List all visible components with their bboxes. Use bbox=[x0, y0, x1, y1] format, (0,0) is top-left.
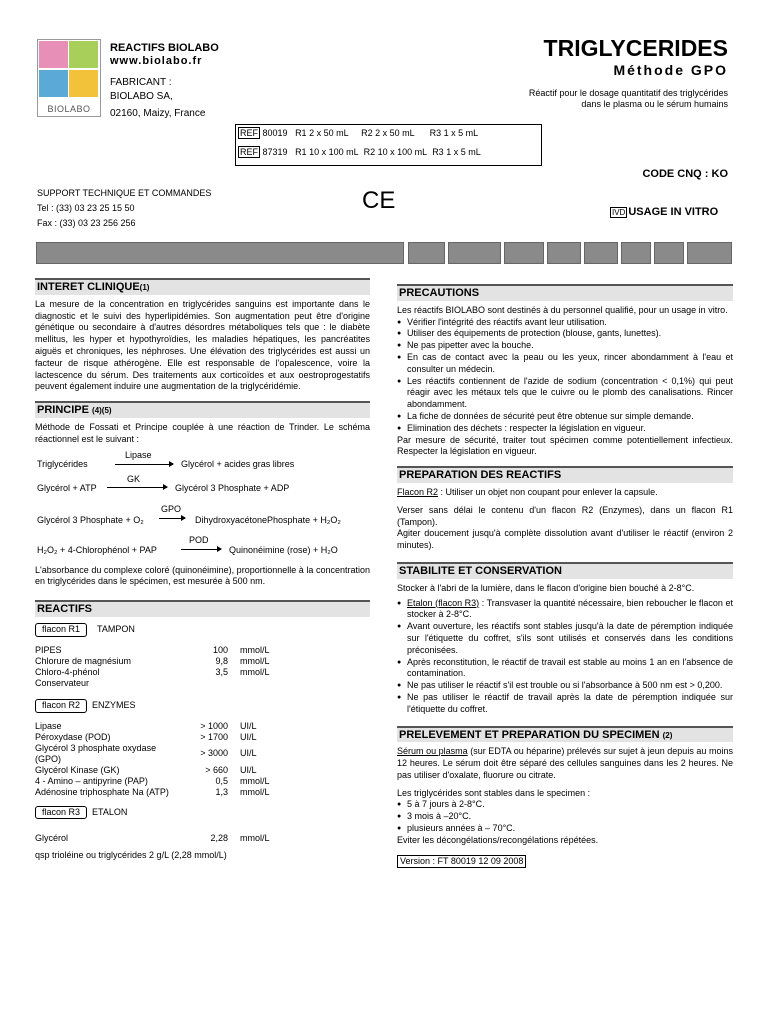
interet-title: INTERET CLINIQUE bbox=[37, 281, 140, 293]
reaction-1-left: Triglycérides bbox=[37, 458, 88, 469]
reaction-4-right: Quinonéimine (rose) + H₂O bbox=[229, 544, 338, 555]
reaction-3-left: Glycérol 3 Phosphate + O₂ bbox=[37, 514, 144, 525]
item-unit: mmol/L bbox=[240, 655, 270, 666]
left-column bbox=[35, 278, 370, 862]
support-block bbox=[37, 186, 211, 231]
ref-label: REF bbox=[240, 147, 258, 157]
intro-line-1: Réactif pour le dosage quantitatif des triglycérides bbox=[528, 88, 728, 98]
prelevement-p1-text: (sur EDTA ou héparine) prélevés sur sujet à jeun depuis au moins 12 heures. Le sérum doit être séparé des cellules sanguines dans les 2 heures. Ne pas utiliser d'oxalate, fluorure ou citrate. bbox=[397, 746, 733, 780]
reaction-1-right: Glycérol + acides gras libres bbox=[181, 458, 295, 469]
version-label: Version : FT 80019 12 09 2008 bbox=[397, 855, 526, 869]
flacon-r3-label: flacon R3 bbox=[35, 806, 87, 820]
reference-row bbox=[238, 147, 481, 157]
biolabo-logo bbox=[37, 39, 101, 117]
prelevement-title: PRELEVEMENT ET PREPARATION DU SPECIMEN bbox=[399, 728, 660, 741]
prelevement-ref: (2) bbox=[662, 730, 673, 740]
list-item: ● Elimination des déchets : respecter la législation en vigueur. bbox=[407, 423, 733, 435]
stabilite-title: STABILITE ET CONSERVATION bbox=[399, 564, 562, 577]
item-value: > 1000 bbox=[200, 720, 228, 731]
item-name: Chloro-4-phénol bbox=[35, 666, 100, 677]
item-name: Glycérol 3 phosphate oxydase (GPO) bbox=[35, 742, 157, 764]
flacon-r1-heading bbox=[35, 623, 370, 637]
principe-ref: (4)(5) bbox=[92, 406, 112, 416]
prelevement-p2: Les triglycérides sont stables dans le specimen : bbox=[397, 787, 591, 798]
flacon-r2-label: flacon R2 bbox=[35, 699, 87, 713]
ivd-box-icon: IVD bbox=[612, 208, 626, 217]
prelevement-p1-label: Sérum ou plasma bbox=[397, 746, 468, 757]
table-row bbox=[35, 765, 295, 776]
grey-bar-segment bbox=[654, 242, 684, 264]
ref-number: 80019 bbox=[262, 128, 288, 138]
precautions-intro: Les réactifs BIOLABO sont destinés à du personnel qualifié, pour un usage in vitro. bbox=[397, 304, 728, 315]
grey-bar-segment bbox=[547, 242, 581, 264]
intro-line-2: dans le plasma ou le sérum humains bbox=[581, 99, 728, 109]
grey-bar-segment bbox=[687, 242, 732, 264]
r3-composition-table bbox=[35, 833, 295, 844]
list-item: ● Ne pas utiliser le réactif s'il est trouble ou si l'absorbance à 500 nm est > 0,200. bbox=[407, 680, 733, 692]
list-item: ● Ne pas utiliser le réactif de travail après la date de péremption indiquée sur l'étiquette du coffret. bbox=[407, 692, 733, 716]
brand-name: REACTIFS BIOLABO bbox=[110, 42, 219, 54]
item-unit: UI/L bbox=[240, 748, 257, 759]
reference-table bbox=[235, 124, 542, 166]
item-name: 4 - Amino – antipyrine (PAP) bbox=[35, 775, 148, 786]
r1-composition-table bbox=[35, 645, 295, 689]
item-value: 2,28 bbox=[210, 833, 228, 844]
table-row bbox=[35, 776, 295, 787]
table-row bbox=[35, 645, 295, 656]
item-name: Adénosine triphosphate Na (ATP) bbox=[35, 786, 169, 797]
item-unit: UI/L bbox=[240, 764, 257, 775]
preparation-p3: Agiter doucement jusqu'à complète dissolution avant d'utiliser le réactif (environ 2 minutes). bbox=[397, 528, 733, 551]
item-value: 100 bbox=[212, 644, 228, 655]
reaction-4 bbox=[35, 535, 370, 559]
list-item: ● Avant ouverture, les réactifs sont stables jusqu'à la date de péremption indiquée sur l'étiquette du coffret, s'ils sont utilisés et conservés dans les conditions préconisées. bbox=[407, 621, 733, 656]
section-header-stabilite bbox=[397, 562, 733, 579]
table-row bbox=[35, 721, 295, 732]
grey-bar-segment bbox=[621, 242, 651, 264]
document-title: TRIGLYCERIDES bbox=[543, 35, 728, 61]
reaction-arrow-icon bbox=[115, 464, 173, 465]
list-item: ● Les réactifs contiennent de l'azide de sodium (concentration < 0,1%) qui peut réagir avec les métaux tels que le cuivre ou le plomb des canalisations. Rincer abondamment. bbox=[407, 376, 733, 411]
preparation-title: PREPARATION DES REACTIFS bbox=[399, 469, 562, 482]
ref-number: 87319 bbox=[262, 147, 288, 157]
reference-row bbox=[238, 128, 478, 138]
reaction-2-right: Glycérol 3 Phosphate + ADP bbox=[175, 482, 290, 493]
list-item: ● plusieurs années à – 70°C. bbox=[407, 823, 733, 835]
item-unit: mmol/L bbox=[240, 666, 270, 677]
table-row bbox=[35, 743, 295, 765]
item-unit: mmol/L bbox=[240, 644, 270, 655]
flacon-r3-name: ETALON bbox=[92, 806, 128, 817]
ref-r2: R2 2 x 50 mL bbox=[361, 128, 415, 138]
reaction-2-enzyme: GK bbox=[127, 473, 141, 484]
list-item bbox=[407, 598, 733, 622]
reaction-3 bbox=[35, 505, 370, 529]
grey-bar-segment bbox=[448, 242, 501, 264]
ivd-text: USAGE IN VITRO bbox=[628, 206, 719, 218]
logo-yellow-square bbox=[69, 70, 98, 97]
list-item: ● En cas de contact avec la peau ou les yeux, rincer abondamment à l'eau et consulter un médecin. bbox=[407, 352, 733, 376]
prelevement-list bbox=[397, 799, 733, 834]
prelevement-p3: Eviter les décongélations/recongélations répétées. bbox=[397, 834, 599, 845]
precautions-outro: Par mesure de sécurité, traiter tout spécimen comme potentiellement infectieux. Respecter la législation en vigueur. bbox=[397, 434, 733, 457]
list-item: ● 3 mois à –20°C. bbox=[407, 811, 733, 823]
grey-bar-segment bbox=[408, 242, 445, 264]
item-value bbox=[178, 678, 240, 689]
grey-bar-segment bbox=[584, 242, 618, 264]
logo-text: BIOLABO bbox=[47, 104, 91, 114]
stabilite-intro: Stocker à l'abri de la lumière, dans le flacon d'origine bien bouché à 2-8°C. bbox=[397, 582, 695, 593]
item-name: PIPES bbox=[35, 644, 62, 655]
support-title: SUPPORT TECHNIQUE ET COMMANDES bbox=[37, 188, 212, 198]
item-value: > 1700 bbox=[200, 731, 228, 742]
preparation-p1-text: : Utiliser un objet non coupant pour enlever la capsule. bbox=[438, 486, 658, 497]
logo-pink-square bbox=[39, 41, 68, 68]
website-link[interactable]: www.biolabo.fr bbox=[110, 55, 203, 67]
reaction-arrow-icon bbox=[181, 549, 221, 550]
ref-r2: R2 10 x 100 mL bbox=[363, 147, 428, 157]
list-item: ● La fiche de données de sécurité peut être obtenue sur simple demande. bbox=[407, 411, 733, 423]
item-name: Chlorure de magnésium bbox=[35, 655, 132, 666]
section-header-precautions bbox=[397, 284, 733, 301]
item-unit bbox=[240, 678, 295, 689]
reaction-4-left: H₂O₂ + 4-Chlorophénol + PAP bbox=[37, 544, 157, 555]
grey-bar-main bbox=[36, 242, 404, 264]
manufacturer-block bbox=[110, 76, 205, 121]
table-row bbox=[35, 732, 295, 743]
prelevement-p1 bbox=[397, 746, 733, 781]
r2-composition-table bbox=[35, 721, 295, 798]
stabilite-list bbox=[397, 598, 733, 716]
section-header-reactifs bbox=[35, 600, 370, 617]
ref-r3: R3 1 x 5 mL bbox=[429, 128, 479, 138]
ce-mark-icon: CE bbox=[362, 187, 396, 214]
reactifs-title: REACTIFS bbox=[37, 603, 92, 616]
table-row bbox=[35, 833, 295, 844]
item-unit: mmol/L bbox=[240, 775, 270, 786]
item-unit: UI/L bbox=[240, 720, 257, 731]
item-name: Glycérol Kinase (GK) bbox=[35, 764, 120, 775]
principe-text: Méthode de Fossati et Principe couplée à une réaction de Trinder. Le schéma réactionnel est le suivant : bbox=[35, 421, 370, 444]
item-value: 0,5 bbox=[215, 775, 228, 786]
reaction-1 bbox=[35, 451, 370, 473]
support-tel: Tel : (33) 03 23 25 15 50 bbox=[37, 203, 135, 213]
reaction-arrow-icon bbox=[159, 518, 185, 519]
ref-r3: R3 1 x 5 mL bbox=[432, 147, 481, 157]
list-item: ● Utiliser des équipements de protection (blouse, gants, lunettes). bbox=[407, 328, 733, 340]
document-subtitle: Méthode GPO bbox=[613, 62, 728, 78]
manufacturer-city: 02160, Maizy, France bbox=[110, 108, 206, 119]
preparation-p1 bbox=[397, 487, 733, 499]
item-name: Lipase bbox=[35, 720, 62, 731]
flacon-r3-heading bbox=[35, 806, 370, 820]
grey-bar-segment bbox=[504, 242, 544, 264]
ref-r1: R1 10 x 100 mL bbox=[295, 147, 359, 157]
principe-conclusion: L'absorbance du complexe coloré (quinonéimine), proportionnelle à la concentration en triglycérides dans le spécimen, est mesurée à 500 nm. bbox=[35, 564, 370, 587]
item-unit: mmol/L bbox=[240, 786, 270, 797]
reaction-4-enzyme: POD bbox=[189, 534, 209, 545]
cnq-code: CODE CNQ : KO bbox=[642, 168, 728, 180]
item-name: Conservateur bbox=[35, 677, 90, 688]
reaction-arrow-icon bbox=[107, 487, 167, 488]
preparation-p1-label: Flacon R2 bbox=[397, 486, 439, 497]
manufacturer-label: FABRICANT : bbox=[110, 77, 172, 88]
ref-r1: R1 2 x 50 mL bbox=[295, 128, 349, 138]
principe-title: PRINCIPE bbox=[37, 404, 89, 417]
flacon-r2-heading bbox=[35, 699, 370, 713]
item-value: > 660 bbox=[205, 764, 228, 775]
interet-text: La mesure de la concentration en triglycérides sanguins est importante dans le diagnostic et le suivi des hyperlipidémies. Son augmentation peut être d'origine génétique ou secondaire à d'autres désordres métaboliques tels que : le diabète mellitus, les hyper et hypothyroïdies, les maladies hépatiques, les pancréatites aiguës et chroniques, les néphroses. Une élévation des triglycérides est aussi un facteur de risque athérogène. Elle est responsable de l'opalescence, voire la lactescence du sérum. Des traitements aux corticoïdes et aux oestroprogestatifs peuvent également induire une augmentation de la triglycéridémie. bbox=[35, 298, 370, 392]
reaction-3-right: DihydroxyacétonePhosphate + H₂O₂ bbox=[195, 514, 341, 525]
table-row bbox=[35, 787, 295, 798]
item-value: 9,8 bbox=[215, 655, 228, 666]
stabilite-item1-text: : Transvaser la quantité nécessaire, bien reboucher le flacon et stocker à 2-8°C. bbox=[407, 597, 733, 620]
support-fax: Fax : (33) 03 23 256 256 bbox=[37, 218, 136, 228]
qsp-line: qsp trioléine ou triglycérides 2 g/L (2,28 mmol/L) bbox=[35, 850, 227, 861]
item-value: 1,3 bbox=[215, 786, 228, 797]
version-wrapper bbox=[397, 855, 733, 869]
logo-green-square bbox=[69, 41, 98, 68]
ivd-label bbox=[610, 206, 718, 218]
document-intro bbox=[529, 88, 728, 110]
item-value: > 3000 bbox=[200, 748, 228, 759]
list-item: ● Ne pas pipetter avec la bouche. bbox=[407, 340, 733, 352]
table-row bbox=[35, 678, 295, 689]
reaction-2-left: Glycérol + ATP bbox=[37, 482, 97, 493]
reaction-3-enzyme: GPO bbox=[161, 503, 182, 514]
table-row bbox=[35, 667, 295, 678]
item-name: Glycérol bbox=[35, 833, 69, 844]
reaction-1-enzyme: Lipase bbox=[125, 449, 152, 460]
list-item: ● Après reconstitution, le réactif de travail est stable au moins 1 an en l'absence de contamination. bbox=[407, 657, 733, 681]
list-item: ● Vérifier l'intégrité des réactifs avant leur utilisation. bbox=[407, 317, 733, 329]
table-row bbox=[35, 656, 295, 667]
right-column bbox=[397, 284, 733, 868]
section-header-preparation bbox=[397, 466, 733, 483]
section-header-principe bbox=[35, 401, 370, 418]
item-value: 3,5 bbox=[215, 666, 228, 677]
item-unit: mmol/L bbox=[240, 833, 270, 844]
preparation-p2: Verser sans délai le contenu d'un flacon R2 (Enzymes), dans un flacon R1 (Tampon). bbox=[397, 504, 733, 527]
flacon-r2-name: ENZYMES bbox=[92, 699, 136, 710]
section-header-prelevement bbox=[397, 726, 733, 743]
stabilite-item1-label: Etalon (flacon R3) bbox=[407, 597, 480, 608]
flacon-r1-name: TAMPON bbox=[97, 623, 135, 634]
logo-blue-square bbox=[39, 70, 68, 97]
flacon-r1-label: flacon R1 bbox=[35, 623, 87, 637]
item-name: Péroxydase (POD) bbox=[35, 731, 111, 742]
ref-label: REF bbox=[240, 128, 258, 138]
manufacturer-name: BIOLABO SA, bbox=[110, 91, 173, 102]
list-item: ● 5 à 7 jours à 2-8°C. bbox=[407, 799, 733, 811]
precautions-list bbox=[397, 317, 733, 435]
section-header-interet bbox=[35, 278, 370, 295]
precautions-title: PRECAUTIONS bbox=[399, 287, 480, 299]
reaction-2 bbox=[35, 475, 370, 497]
item-unit: UI/L bbox=[240, 731, 257, 742]
interet-ref: (1) bbox=[139, 283, 150, 292]
